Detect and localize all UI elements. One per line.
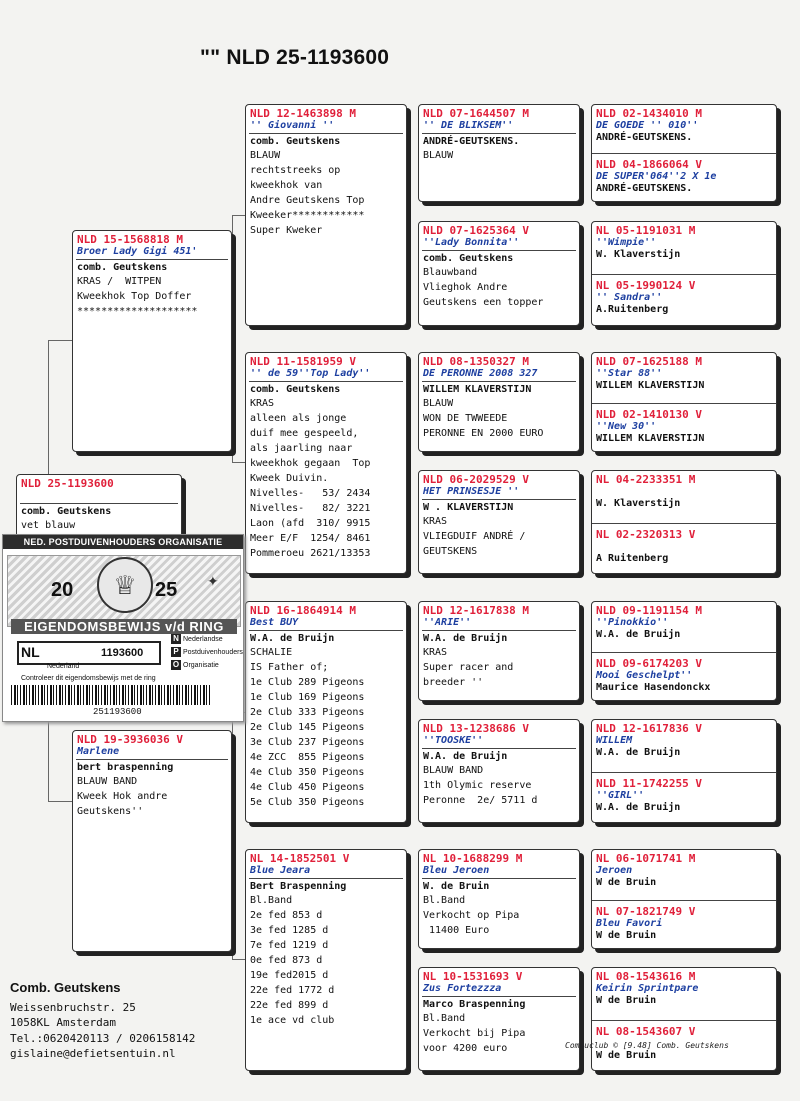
gen3-name: ''ARIE'' (423, 617, 472, 628)
gen2-ring-number: NLD 11-1581959 V (250, 355, 356, 368)
gen4-owner: W.A. de Bruijn (596, 747, 681, 758)
dam-note: BLAUW BAND (77, 776, 138, 787)
gen4-ring-number: NL 02-2320313 V (596, 528, 696, 541)
separator (592, 1020, 776, 1021)
gen3-name: Bleu Jeroen (423, 865, 490, 876)
gen2-owner: Bert Braspenning (250, 881, 347, 892)
gen2-note: als jaarling naar (250, 443, 353, 454)
separator (422, 499, 576, 500)
separator (422, 996, 576, 997)
gen4-owner: ANDRÉ-GEUTSKENS. (596, 183, 693, 194)
gen3-owner: W.A. de Bruijn (423, 751, 508, 762)
gen3-name: HET PRINSESJE '' (423, 486, 520, 497)
gen3-owner: W.A. de Bruijn (423, 633, 508, 644)
gen4-ring-number: NLD 02-1410130 V (596, 408, 702, 421)
gen4-name: DE GOEDE '' 010'' (596, 120, 699, 131)
breeder-phone: Tel.:0620420113 / 0206158142 (10, 1031, 196, 1045)
gen2-note: 2e Club 145 Pigeons (250, 722, 365, 733)
gen3-note: PERONNE EN 2000 EURO (423, 428, 544, 439)
gen4-owner: W de Bruin (596, 930, 657, 941)
gen3-owner: WILLEM KLAVERSTIJN (423, 384, 532, 395)
separator (249, 381, 403, 382)
separator (422, 381, 576, 382)
gen3-owner: comb. Geutskens (423, 253, 514, 264)
gen2-note: Super Kweker (250, 225, 323, 236)
gen4-ring-number: NL 08-1543616 M (596, 970, 696, 983)
gen2-name: Best BUY (250, 617, 299, 628)
gen3-note: breeder '' (423, 677, 484, 688)
gen4-name: ''New 30'' (596, 421, 657, 432)
gen4-owner: W de Bruin (596, 995, 657, 1006)
separator (592, 523, 776, 524)
separator (592, 652, 776, 653)
dam-note: Kweek Hok andre (77, 791, 168, 802)
gen2-note: Kweek Duivin. (250, 473, 329, 484)
gen4-name: '' Sandra'' (596, 292, 663, 303)
gen4-card[interactable] (591, 601, 777, 701)
gen2-note: Bl.Band (250, 895, 293, 906)
dam-note: Geutskens'' (77, 806, 144, 817)
gen2-owner: W.A. de Bruijn (250, 633, 335, 644)
gen2-note: BLAUW (250, 150, 281, 161)
gen4-card[interactable] (591, 719, 777, 823)
sire-name: Broer Lady Gigi 451' (77, 246, 198, 257)
breeder-street: Weissenbruchstr. 25 (10, 1000, 136, 1014)
gen2-card[interactable] (245, 352, 407, 574)
gen2-note: 7e fed 1219 d (250, 940, 329, 951)
gen3-note: BLAUW (423, 398, 454, 409)
gen4-ring-number: NL 04-2233351 M (596, 473, 696, 486)
gen4-ring-number: NLD 11-1742255 V (596, 777, 702, 790)
gen3-note: Geutskens een topper (423, 297, 544, 308)
gen3-note: KRAS (423, 647, 448, 658)
gen2-card[interactable] (245, 104, 407, 326)
gen2-note: 0e fed 873 d (250, 955, 323, 966)
sticker-org-line: Organisatie (183, 662, 219, 669)
gen3-note: Verkocht bij Pipa (423, 1028, 526, 1039)
separator (592, 772, 776, 773)
page-title: "" NLD 25-1193600 (200, 46, 390, 69)
sticker-year-right: 25 (155, 579, 178, 601)
gen4-owner: W.A. de Bruijn (596, 802, 681, 813)
gen2-note: SCHALIE (250, 647, 293, 658)
gen4-ring-number: NL 06-1071741 M (596, 852, 696, 865)
gen4-ring-number: NLD 04-1866064 V (596, 158, 702, 171)
letter-p-icon: P (171, 647, 181, 657)
gen4-owner: WILLEM KLAVERSTIJN (596, 380, 705, 391)
gen4-card[interactable] (591, 849, 777, 949)
gen3-card[interactable] (418, 601, 580, 701)
gen2-card[interactable] (245, 601, 407, 823)
gen3-owner: Marco Braspenning (423, 999, 526, 1010)
gen2-note: Andre Geutskens Top (250, 195, 365, 206)
gen4-owner: W. Klaverstijn (596, 498, 681, 509)
gen2-card[interactable] (245, 849, 407, 1071)
gen2-name: '' de 59''Top Lady'' (250, 368, 371, 379)
gen2-note: 2e fed 853 d (250, 910, 323, 921)
sticker-org-line: Postduivenhouders (183, 649, 243, 656)
gen3-note: Peronne 2e/ 5711 d (423, 795, 538, 806)
gen4-ring-number: NLD 07-1625188 M (596, 355, 702, 368)
gen4-owner: W. Klaverstijn (596, 249, 681, 260)
gen2-note: 4e Club 350 Pigeons (250, 767, 365, 778)
subject-owner: comb. Geutskens (21, 506, 112, 517)
separator (422, 630, 576, 631)
sticker-year-left: 20 (51, 579, 74, 601)
gen4-owner: W de Bruin (596, 1050, 657, 1061)
gen2-note: 22e fed 1772 d (250, 985, 335, 996)
gen3-note: Verkocht op Pipa (423, 910, 520, 921)
gen2-note: Kweeker************ (250, 210, 365, 221)
gen3-note: VLIEGDUIF ANDRÉ / (423, 531, 526, 542)
sire-note: ******************** (77, 306, 198, 317)
separator (76, 759, 228, 760)
gen4-card[interactable] (591, 221, 777, 326)
gen3-owner: W . KLAVERSTIJN (423, 502, 514, 513)
gen4-owner: A.Ruitenberg (596, 304, 669, 315)
gen3-note: GEUTSKENS (423, 546, 478, 557)
breeder-name: Comb. Geutskens (10, 980, 121, 995)
sire-note: KRAS / WITPEN (77, 276, 162, 287)
gen3-ring-number: NLD 06-2029529 V (423, 473, 529, 486)
barcode-number: 251193600 (93, 707, 142, 717)
separator (20, 503, 178, 504)
sire-owner: comb. Geutskens (77, 262, 168, 273)
sticker-ring-number: 1193600 (101, 647, 144, 659)
gen3-name: ''Lady Bonnita'' (423, 237, 520, 248)
gen4-name: Mooi Geschelpt'' (596, 670, 693, 681)
gen3-ring-number: NLD 07-1644507 M (423, 107, 529, 120)
gen4-ring-number: NL 08-1543607 V (596, 1025, 696, 1038)
gen2-owner: comb. Geutskens (250, 384, 341, 395)
gen3-note: 11400 Euro (423, 925, 490, 936)
gen2-note: Pommeroeu 2621/13353 (250, 548, 371, 559)
sticker-title: EIGENDOMSBEWIJS v/d RING (11, 619, 237, 634)
subject-note: vet blauw (21, 520, 76, 531)
sire-card[interactable] (72, 230, 232, 452)
breeder-email[interactable]: gislaine@defietsentuin.nl (10, 1047, 176, 1060)
gen4-name (592, 486, 776, 498)
gen4-ring-number: NLD 09-6174203 V (596, 657, 702, 670)
separator (592, 153, 776, 154)
gen4-name: ''GIRL'' (596, 790, 645, 801)
barcode (11, 685, 211, 705)
separator (592, 274, 776, 275)
dam-owner: bert braspenning (77, 762, 174, 773)
gen3-ring-number: NLD 13-1238686 V (423, 722, 529, 735)
gen3-note: BLAUW (423, 150, 454, 161)
gen4-ring-number: NL 05-1191031 M (596, 224, 696, 237)
gen2-note: 1e ace vd club (250, 1015, 335, 1026)
gen2-note: 2e Club 333 Pigeons (250, 707, 365, 718)
gen4-name (592, 541, 776, 553)
gen2-note: KRAS (250, 398, 275, 409)
gen3-note: Bl.Band (423, 1013, 466, 1024)
gen4-card[interactable] (591, 352, 777, 452)
gen2-note: Meer E/F 1254/ 8461 (250, 533, 371, 544)
gen3-note: KRAS (423, 516, 448, 527)
gen4-ring-number: NLD 09-1191154 M (596, 604, 702, 617)
sticker-org-line: Nederlandse (183, 636, 223, 643)
breeder-address (10, 980, 195, 1062)
gen2-note: IS Father of; (250, 662, 329, 673)
subject-name (17, 490, 181, 502)
gen3-note: 1th Olymic reserve (423, 780, 532, 791)
ownership-certificate-sticker (2, 534, 244, 722)
gen3-note: WON DE TWWEEDE (423, 413, 508, 424)
gen2-note: 19e fed2015 d (250, 970, 329, 981)
gen3-card[interactable] (418, 470, 580, 574)
separator (592, 900, 776, 901)
sticker-ring-box (17, 641, 161, 665)
separator (422, 133, 576, 134)
gen4-name: ''Star 88'' (596, 368, 663, 379)
gen3-name: '' DE BLIKSEM'' (423, 120, 514, 131)
gen2-note: 1e Club 169 Pigeons (250, 692, 365, 703)
separator (422, 250, 576, 251)
gen4-name: DE SUPER'064''2 X 1e (596, 171, 717, 182)
gen4-name: WILLEM (596, 735, 633, 746)
gen4-card[interactable] (591, 470, 777, 574)
gen3-card[interactable] (418, 967, 580, 1071)
gen2-note: alleen als jonge (250, 413, 347, 424)
gen2-note: kweekhok van (250, 180, 323, 191)
sire-note: Kweekhok Top Doffer (77, 291, 192, 302)
gen2-note: kweekhok gegaan Top (250, 458, 371, 469)
gen4-name: ''Wimpie'' (596, 237, 657, 248)
gen2-ring-number: NLD 16-1864914 M (250, 604, 356, 617)
gen3-card[interactable] (418, 849, 580, 949)
gen4-owner: Maurice Hasendonckx (596, 682, 711, 693)
separator (249, 630, 403, 631)
gen3-note: Bl.Band (423, 895, 466, 906)
lion-emblem-icon: ♕ (97, 557, 153, 613)
gen2-note: 3e fed 1285 d (250, 925, 329, 936)
gen3-ring-number: NLD 08-1350327 M (423, 355, 529, 368)
breeder-city: 1058KL Amsterdam (10, 1016, 116, 1029)
gen3-note: Vlieghok Andre (423, 282, 508, 293)
gen2-note: 5e Club 350 Pigeons (250, 797, 365, 808)
separator (249, 878, 403, 879)
gen2-note: Nivelles- 53/ 2434 (250, 488, 371, 499)
sticker-header: NED. POSTDUIVENHOUDERS ORGANISATIE (3, 535, 243, 549)
gen3-owner: ANDRÉ-GEUTSKENS. (423, 136, 520, 147)
gen3-note: Super racer and (423, 662, 514, 673)
gen2-note: rechtstreeks op (250, 165, 341, 176)
gen2-ring-number: NLD 12-1463898 M (250, 107, 356, 120)
connector-dam-gen2 (232, 712, 246, 960)
dam-name: Marlene (77, 746, 120, 757)
gen2-note: 22e fed 899 d (250, 1000, 329, 1011)
dam-card[interactable] (72, 730, 232, 952)
gen4-card[interactable] (591, 967, 777, 1071)
software-credit: Compuclub © [9.48] Comb. Geutskens (565, 1041, 729, 1050)
gen3-note: voor 4200 euro (423, 1043, 508, 1054)
sire-ring-number: NLD 15-1568818 M (77, 233, 183, 246)
gen4-owner: ANDRÉ-GEUTSKENS. (596, 132, 693, 143)
gen2-note: 3e Club 237 Pigeons (250, 737, 365, 748)
gen4-owner: W de Bruin (596, 877, 657, 888)
gen4-name: Bleu Favori (596, 918, 663, 929)
gen3-card[interactable] (418, 221, 580, 326)
letter-n-icon: N (171, 634, 181, 644)
subject-ring-number: NLD 25-1193600 (21, 477, 114, 490)
sticker-control-text: Controleer dit eigendomsbewijs met de ring (21, 675, 156, 682)
gen2-note: Laon (afd 310/ 9915 (250, 518, 371, 529)
gen3-note: Blauwband (423, 267, 478, 278)
gen2-name: Blue Jeara (250, 865, 311, 876)
gen3-owner: W. de Bruin (423, 881, 490, 892)
sticker-country: NL (21, 644, 40, 660)
gen2-note: 4e ZCC 855 Pigeons (250, 752, 365, 763)
separator (592, 403, 776, 404)
gen4-owner: W.A. de Bruijn (596, 629, 681, 640)
gen4-card[interactable] (591, 104, 777, 202)
dove-icon: ✦ (207, 573, 219, 589)
gen3-ring-number: NLD 12-1617838 M (423, 604, 529, 617)
separator (422, 748, 576, 749)
gen4-name: Jeroen (596, 865, 633, 876)
gen4-ring-number: NLD 02-1434010 M (596, 107, 702, 120)
gen4-name: ''Pinokkio'' (596, 617, 669, 628)
connector-sire-gen2 (232, 215, 246, 463)
gen3-card[interactable] (418, 104, 580, 202)
sticker-org-letters (171, 633, 243, 672)
gen3-ring-number: NL 10-1688299 M (423, 852, 523, 865)
gen2-ring-number: NL 14-1852501 V (250, 852, 350, 865)
gen3-name: Zus Fortezzza (423, 983, 502, 994)
gen3-card[interactable] (418, 352, 580, 452)
gen2-name: '' Giovanni '' (250, 120, 335, 131)
gen4-ring-number: NL 05-1990124 V (596, 279, 696, 292)
gen4-owner: WILLEM KLAVERSTIJN (596, 433, 705, 444)
gen3-name: ''TOOSKE'' (423, 735, 484, 746)
gen3-ring-number: NLD 07-1625364 V (423, 224, 529, 237)
gen3-card[interactable] (418, 719, 580, 823)
separator (76, 259, 228, 260)
separator (249, 133, 403, 134)
gen4-name: Keirin Sprintpare (596, 983, 699, 994)
gen4-ring-number: NL 07-1821749 V (596, 905, 696, 918)
letter-o-icon: O (172, 660, 180, 669)
gen3-name: DE PERONNE 2008 327 (423, 368, 538, 379)
gen2-note: 1e Club 289 Pigeons (250, 677, 365, 688)
gen2-note: duif mee gespeeld, (250, 428, 359, 439)
gen3-note: BLAUW BAND (423, 765, 484, 776)
dam-ring-number: NLD 19-3936036 V (77, 733, 183, 746)
separator (422, 878, 576, 879)
gen3-ring-number: NL 10-1531693 V (423, 970, 523, 983)
gen2-owner: comb. Geutskens (250, 136, 341, 147)
gen2-note: 4e Club 450 Pigeons (250, 782, 365, 793)
gen4-owner: A Ruitenberg (596, 553, 669, 564)
gen4-ring-number: NLD 12-1617836 V (596, 722, 702, 735)
sticker-nederland: Nederland (47, 663, 80, 670)
gen2-note: Nivelles- 82/ 3221 (250, 503, 371, 514)
